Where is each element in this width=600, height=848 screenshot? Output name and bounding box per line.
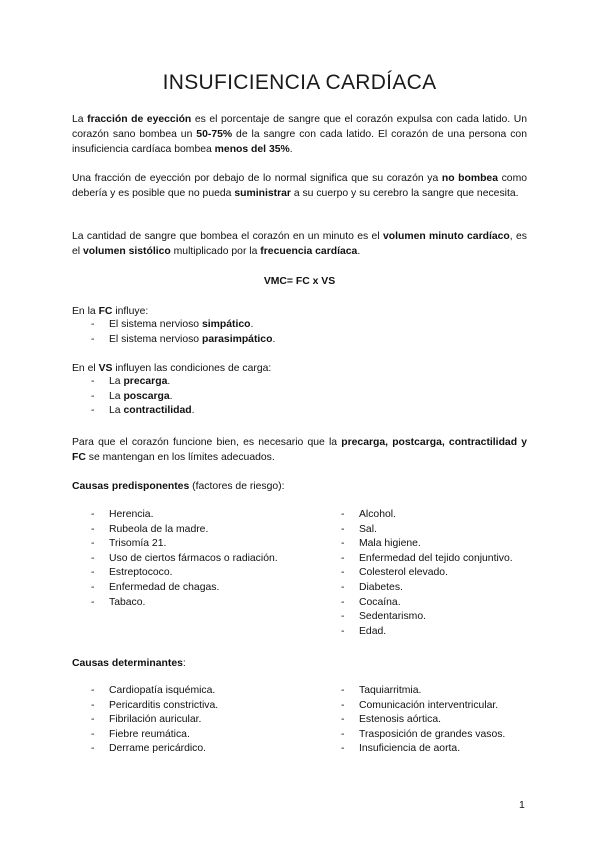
list-item: - Cardiopatía isquémica.	[88, 684, 296, 699]
list-item: - Tabaco.	[88, 596, 296, 611]
list-item: - Pericarditis constrictiva.	[88, 699, 296, 714]
list-item: - El sistema nervioso parasimpático.	[88, 333, 388, 348]
list-item: - Enfermedad de chagas.	[88, 581, 296, 596]
list-item: - Fiebre reumática.	[88, 728, 296, 743]
predisponentes-heading: Causas predisponentes (factores de riesgo):	[72, 481, 285, 492]
list-item: - Enfermedad del tejido conjuntivo.	[338, 552, 538, 567]
list-item: - Taquiarritmia.	[338, 684, 538, 699]
list-item: - Edad.	[338, 625, 538, 640]
formula-vmc: VMC= FC x VS	[263, 276, 336, 287]
paragraph-funcion-corazon: Para que el corazón funcione bien, es necesario que la precarga, postcarga, contractilidad y FC se mantengan en los límites adecuados.	[72, 437, 527, 463]
fc-heading: En la FC influye:	[72, 306, 149, 317]
list-item: - Mala higiene.	[338, 537, 538, 552]
list-item: - Rubeola de la madre.	[88, 523, 296, 538]
list-item: - Uso de ciertos fármacos o radiación.	[88, 552, 296, 567]
list-item: - Fibrilación auricular.	[88, 713, 296, 728]
paragraph-fraccion-eyeccion: La fracción de eyección es el porcentaje de sangre que el corazón expulsa con cada latido. Un corazón sano bombea un 50-75% de la sangre con cada latido. El corazón de una persona con insuficiencia cardíaca bombea menos del 35%.	[72, 114, 527, 155]
vs-heading: En el VS influyen las condiciones de carga:	[72, 363, 272, 374]
list-item: - Cocaína.	[338, 596, 538, 611]
determinantes-heading: Causas determinantes:	[72, 658, 186, 669]
page-number: 1	[519, 799, 525, 811]
predisponentes-list-left	[88, 508, 296, 610]
list-item: - Diabetes.	[338, 581, 538, 596]
determinantes-list-left	[88, 684, 296, 757]
list-item: - Sedentarismo.	[338, 610, 538, 625]
vs-list	[88, 375, 388, 419]
list-item: - Derrame pericárdico.	[88, 742, 296, 757]
list-item: - La contractilidad.	[88, 404, 388, 419]
paragraph-volumen-minuto: La cantidad de sangre que bombea el corazón en un minuto es el volumen minuto cardíaco, es el volumen sistólico multiplicado por la frecuencia cardíaca.	[72, 231, 527, 257]
list-item: - Trisomía 21.	[88, 537, 296, 552]
list-item: - Sal.	[338, 523, 538, 538]
predisponentes-list-right	[338, 508, 538, 639]
determinantes-list-right	[338, 684, 538, 757]
list-item: - Herencia.	[88, 508, 296, 523]
list-item: - Comunicación interventricular.	[338, 699, 538, 714]
paragraph-fraccion-baja: Una fracción de eyección por debajo de lo normal significa que su corazón ya no bombea como debería y es posible que no pueda suministrar a su cuerpo y su cerebro la sangre que necesita.	[72, 173, 528, 199]
list-item: - Insuficiencia de aorta.	[338, 742, 538, 757]
list-item: - Trasposición de grandes vasos.	[338, 728, 538, 743]
fc-list	[88, 318, 388, 347]
list-item: - La precarga.	[88, 375, 388, 390]
page-title: INSUFICIENCIA CARDÍACA	[162, 71, 437, 94]
list-item: - Estenosis aórtica.	[338, 713, 538, 728]
list-item: - Estreptococo.	[88, 566, 296, 581]
list-item: - El sistema nervioso simpático.	[88, 318, 388, 333]
list-item: - Alcohol.	[338, 508, 538, 523]
list-item: - La poscarga.	[88, 390, 388, 405]
list-item: - Colesterol elevado.	[338, 566, 538, 581]
